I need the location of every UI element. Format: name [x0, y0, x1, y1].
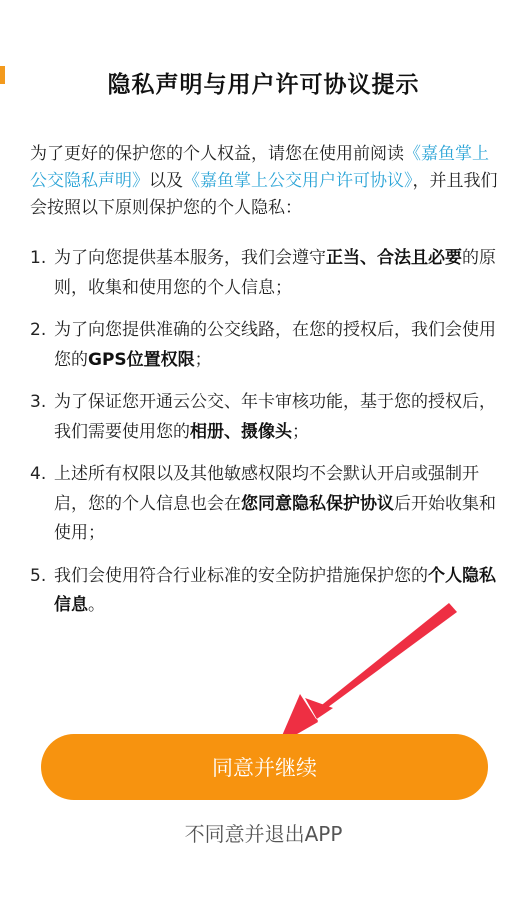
principle-text-segment: 为了保证您开通云公交、年卡审核功能，基于您的授权后，我们需要使用您的 — [54, 392, 496, 442]
principle-emphasis: 个人隐私信息 — [54, 565, 496, 615]
principle-text-segment: 我们会使用符合行业标准的安全防护措施保护您的 — [54, 565, 428, 586]
intro-text-before: 为了更好的保护您的个人权益，请您在使用前阅读 — [30, 144, 404, 164]
disagree-exit-link[interactable]: 不同意并退出APP — [184, 822, 343, 846]
privacy-statement-link[interactable]: 《嘉鱼掌上公交隐私声明》 — [30, 144, 489, 191]
principle-number: 3. — [30, 392, 47, 412]
agree-continue-button[interactable]: 同意并继续 — [41, 734, 488, 800]
principle-emphasis: GPS位置权限 — [88, 349, 195, 370]
intro-text-after: ，并且我们会按照以下原则保护您的个人隐私： — [30, 171, 498, 218]
principle-text — [54, 244, 502, 303]
user-license-link[interactable]: 《嘉鱼掌上公交用户许可协议》 — [183, 171, 413, 191]
principle-number: 4. — [30, 464, 47, 484]
principle-item — [30, 388, 502, 447]
principle-item — [30, 316, 502, 375]
principle-item — [30, 244, 502, 303]
intro-text-middle: 以及 — [149, 171, 183, 191]
principle-item — [30, 562, 502, 621]
intro-paragraph — [30, 141, 502, 222]
principle-text-segment: 后开始收集和使用； — [54, 493, 496, 543]
principle-number: 5. — [30, 565, 47, 586]
dialog-title: 隐私声明与用户许可协议提示 — [107, 72, 420, 98]
principle-text-segment: ； — [292, 421, 309, 442]
principle-emphasis: 正当、合法且必要 — [326, 248, 462, 268]
principle-text — [54, 460, 502, 549]
principle-text — [54, 316, 502, 375]
principle-text — [54, 388, 502, 447]
privacy-principles-list — [30, 244, 502, 621]
principle-emphasis: 相册、摄像头 — [190, 421, 292, 442]
principle-text-segment: 。 — [88, 595, 105, 615]
principle-number: 1. — [30, 248, 47, 268]
principle-text-segment: 为了向您提供准确的公交线路，在您的授权后，我们会使用您的 — [54, 320, 496, 370]
principle-text-segment: 的原则，收集和使用您的个人信息； — [54, 248, 496, 298]
principle-text-segment: ； — [194, 349, 212, 370]
principle-item — [30, 460, 502, 549]
principle-number: 2. — [30, 320, 47, 340]
principle-text — [54, 562, 502, 621]
principle-text-segment: 为了向您提供基本服务，我们会遵守 — [54, 248, 326, 268]
principle-emphasis: 您同意隐私保护协议 — [241, 493, 394, 514]
principle-text-segment: 上述所有权限以及其他敏感权限均不会默认开启或强制开启，您的个人信息也会在 — [54, 464, 479, 514]
